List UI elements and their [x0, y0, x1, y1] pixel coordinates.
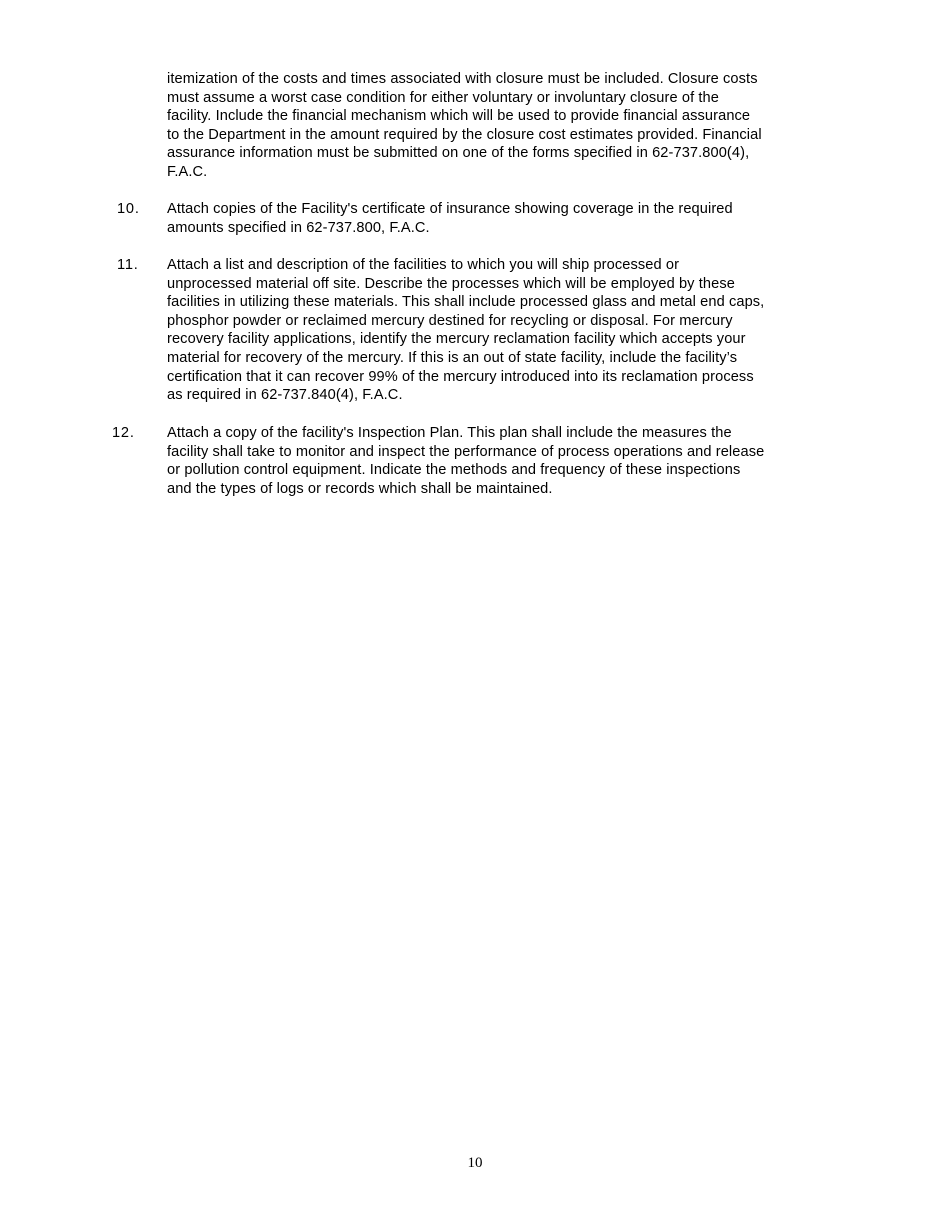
- page-number: 10: [467, 1155, 483, 1171]
- text-line: or pollution control equipment. Indicate the methods and frequency of these inspections: [167, 462, 741, 479]
- text-line: must assume a worst case condition for either voluntary or involuntary closure of the: [167, 89, 719, 106]
- item-12-paragraph: [167, 424, 764, 498]
- text-line: facilities in utilizing these materials. This shall include processed glass and metal end caps,: [167, 294, 765, 311]
- text-line: to the Department in the amount required by the closure cost estimates provided. Financial: [167, 126, 762, 143]
- text-line: and the types of logs or records which shall be maintained.: [167, 480, 553, 497]
- item-10-paragraph: [167, 200, 733, 237]
- text-line: as required in 62-737.840(4), F.A.C.: [167, 387, 403, 404]
- text-line: itemization of the costs and times associated with closure must be included. Closure costs: [167, 71, 758, 87]
- item-number: 11.: [117, 257, 139, 273]
- text-line: recovery facility applications, identify the mercury reclamation facility which accepts your: [167, 331, 746, 348]
- continuation-paragraph: [167, 70, 762, 182]
- text-line: facility. Include the financial mechanism which will be used to provide financial assurance: [167, 108, 751, 125]
- text-line: facility shall take to monitor and inspect the performance of process operations and release: [167, 443, 765, 460]
- text-line: certification that it can recover 99% of the mercury introduced into its reclamation process: [167, 368, 754, 385]
- text-line: Attach copies of the Facility's certificate of insurance showing coverage in the required: [167, 201, 733, 217]
- text-line: material for recovery of the mercury. If this is an out of state facility, include the facility’s: [167, 349, 738, 366]
- text-line: Attach a list and description of the facilities to which you will ship processed or: [167, 257, 680, 273]
- text-line: unprocessed material off site. Describe the processes which will be employed by these: [167, 275, 735, 292]
- text-line: amounts specified in 62-737.800, F.A.C.: [167, 219, 430, 236]
- text-line: phosphor powder or reclaimed mercury destined for recycling or disposal. For mercury: [167, 312, 733, 329]
- text-line: F.A.C.: [167, 163, 208, 180]
- item-number: 12.: [112, 425, 135, 441]
- text-line: Attach a copy of the facility's Inspection Plan. This plan shall include the measures the: [167, 425, 732, 441]
- item-number: 10.: [117, 201, 140, 217]
- item-11-paragraph: [167, 256, 764, 405]
- text-line: assurance information must be submitted on one of the forms specified in 62-737.800(4),: [167, 145, 750, 162]
